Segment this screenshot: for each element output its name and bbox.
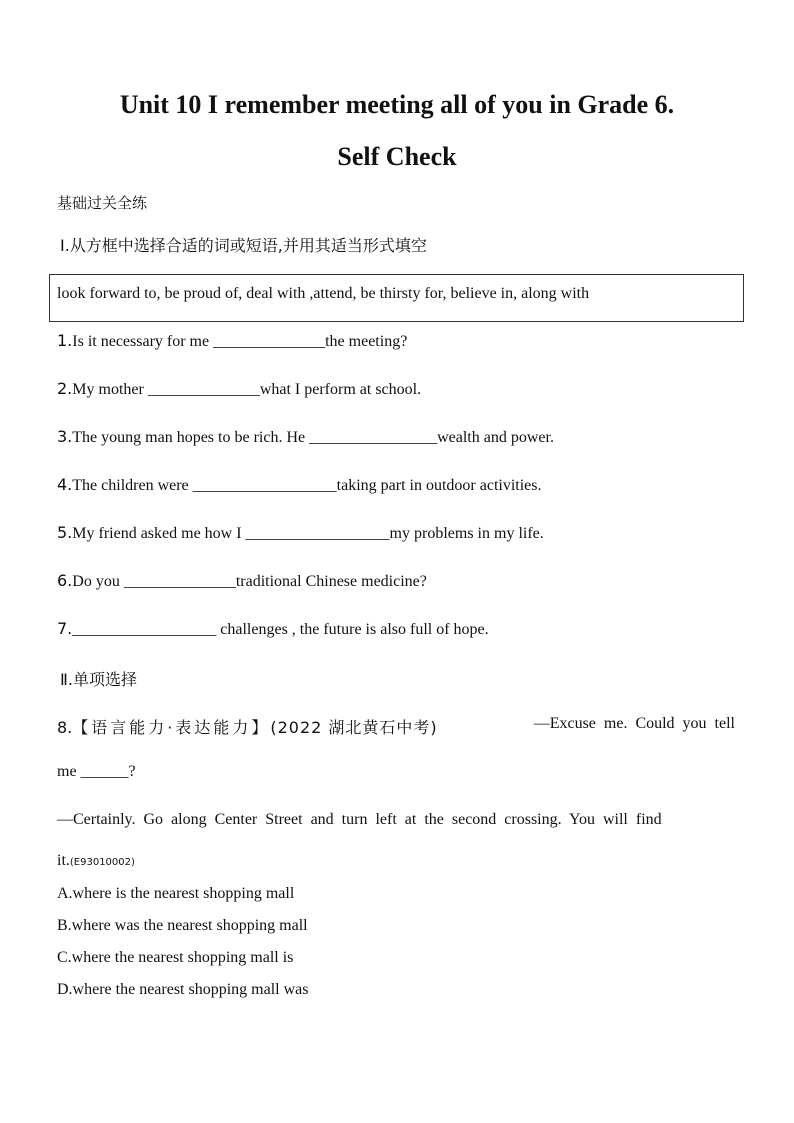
question-number: 3. (57, 427, 73, 446)
question-number: 8. (57, 718, 73, 737)
question-number: 5. (57, 523, 73, 542)
question-text: —Excuse me. Could you tell (533, 715, 735, 732)
part2-heading: Ⅱ.单项选择 (60, 670, 137, 689)
part1-heading: Ⅰ.从方框中选择合适的词或短语,并用其适当形式填空 (60, 236, 427, 255)
question-8-line2: me ______? (57, 763, 136, 780)
question-6 (57, 571, 427, 591)
question-number: 1. (57, 331, 73, 350)
question-4 (57, 475, 542, 495)
answer-line2 (57, 852, 135, 870)
option-d: D.where the nearest shopping mall was (57, 981, 309, 998)
question-text: My mother ______________what I perform at school. (72, 381, 422, 398)
question-number: 2. (57, 379, 73, 398)
question-text: The children were __________________taking part in outdoor activities. (72, 477, 542, 494)
word-box (49, 274, 744, 322)
document-title: Unit 10 I remember meeting all of you in Grade 6. (119, 90, 675, 119)
question-text: Is it necessary for me ______________the meeting? (72, 333, 408, 350)
question-3 (57, 427, 554, 447)
document-subtitle: Self Check (337, 142, 457, 171)
question-8-line1 (57, 715, 735, 738)
question-7 (57, 619, 489, 639)
option-b: B.where was the nearest shopping mall (57, 917, 308, 934)
answer-line1: —Certainly. Go along Center Street and turn left at the second crossing. You will find (57, 811, 662, 828)
question-tag: 【语言能力·表达能力】 (72, 718, 271, 737)
question-text: The young man hopes to be rich. He ________________wealth and power. (72, 429, 554, 446)
question-number: 4. (57, 475, 73, 494)
question-text: Do you ______________traditional Chinese medicine? (72, 573, 427, 590)
answer-text: it. (57, 852, 70, 869)
question-number: 6. (57, 571, 73, 590)
question-code: (E93010002) (69, 857, 135, 868)
section-label: 基础过关全练 (57, 194, 148, 212)
question-source: (2022 湖北黄石中考) (270, 718, 438, 737)
option-c: C.where the nearest shopping mall is (57, 949, 294, 966)
question-text: My friend asked me how I __________________my problems in my life. (72, 525, 544, 542)
question-5 (57, 523, 544, 543)
question-2 (57, 379, 421, 399)
question-text: __________________ challenges , the future is also full of hope. (72, 621, 489, 638)
option-a: A.where is the nearest shopping mall (57, 885, 295, 902)
word-box-text: look forward to, be proud of, deal with ,attend, be thirsty for, believe in, along with (57, 285, 590, 302)
question-number: 7. (57, 619, 73, 638)
question-1 (57, 331, 407, 351)
